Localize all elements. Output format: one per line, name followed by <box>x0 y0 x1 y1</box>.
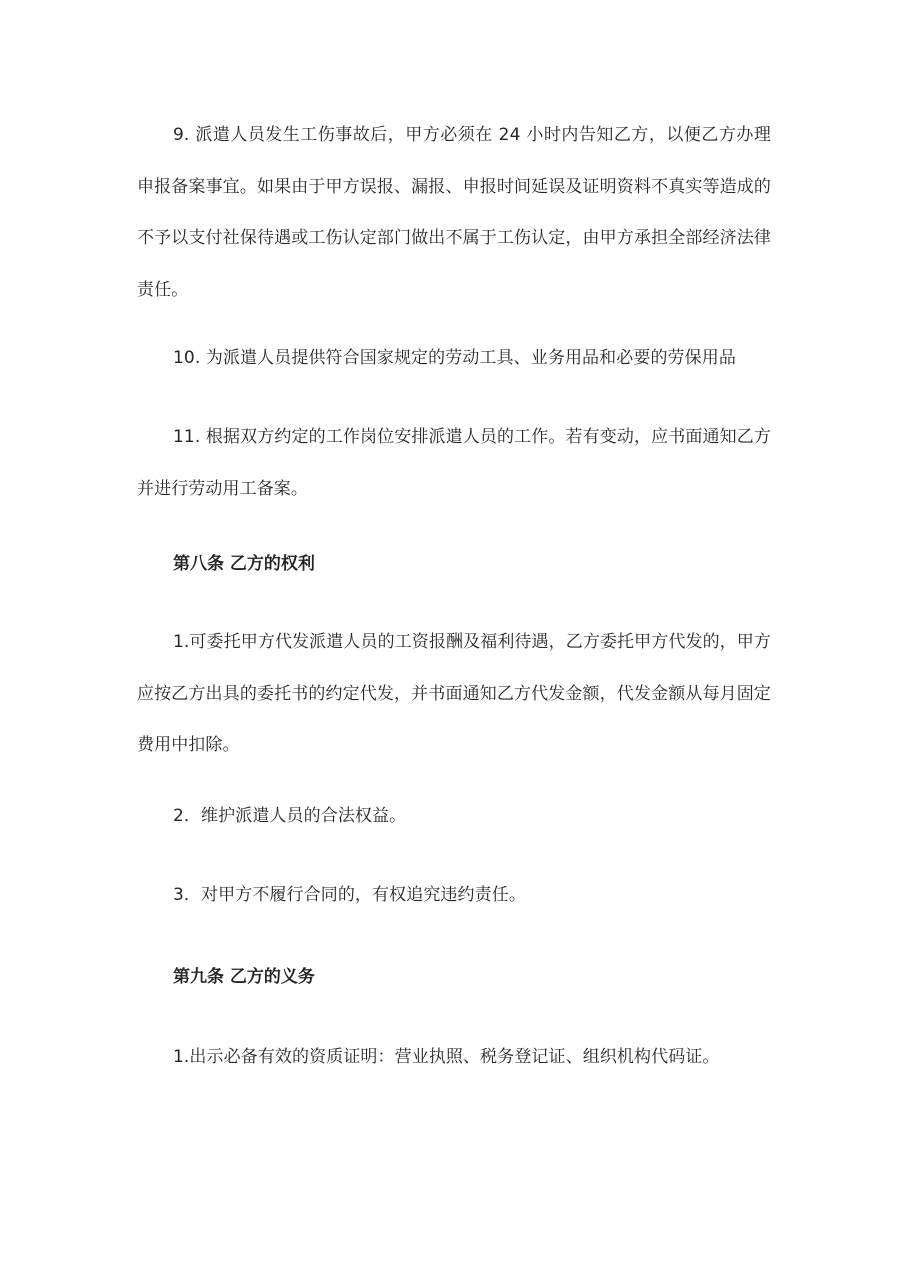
article-9-heading: 第九条 乙方的义务 <box>173 967 315 987</box>
article-8-item-2-paragraph: 2．维护派遣人员的合法权益。 <box>173 806 407 826</box>
clause-10-paragraph: 10. 为派遣人员提供符合国家规定的劳动工具、业务用品和必要的劳保用品 <box>173 348 736 368</box>
article-8-heading: 第八条 乙方的权利 <box>173 554 315 574</box>
clause-9-paragraph: 9. 派遣人员发生工伤事故后，甲方必须在 24 小时内告知乙方，以便乙方办理申报备案事宜。如果由于甲方误报、漏报、申报时间延误及证明资料不真实等造成的不予以支付社保待遇或工伤认定部门做出不属于工伤认定，由甲方承担全部经济法律责任。 <box>137 125 771 300</box>
clause-11-paragraph: 11. 根据双方约定的工作岗位安排派遣人员的工作。若有变动，应书面通知乙方并进行劳动用工备案。 <box>137 427 771 499</box>
article-9-item-1-paragraph: 1.出示必备有效的资质证明：营业执照、税务登记证、组织机构代码证。 <box>173 1047 720 1067</box>
article-8-item-1-paragraph: 1.可委托甲方代发派遣人员的工资报酬及福利待遇，乙方委托甲方代发的，甲方应按乙方出具的委托书的约定代发，并书面通知乙方代发金额，代发金额从每月固定费用中扣除。 <box>137 632 771 755</box>
article-8-item-3-paragraph: 3．对甲方不履行合同的，有权追究违约责任。 <box>173 885 526 905</box>
